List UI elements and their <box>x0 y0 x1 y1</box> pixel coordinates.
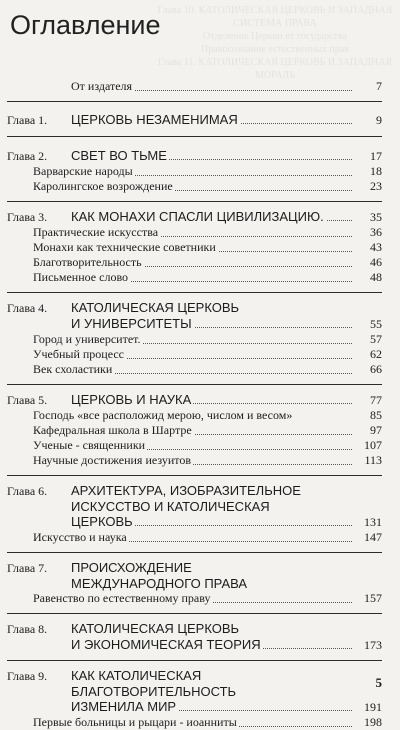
entry-page-number: 107 <box>364 438 382 452</box>
entry-title: ПРОИСХОЖДЕНИЕ <box>71 560 192 575</box>
entry-title: И ЭКОНОМИЧЕСКАЯ ТЕОРИЯ <box>71 637 261 652</box>
entry-title: МЕЖДУНАРОДНОГО ПРАВА <box>71 576 248 591</box>
toc-subentry[interactable] <box>7 347 382 362</box>
entry-title: Практические искусства <box>33 225 159 239</box>
toc-section <box>7 614 382 660</box>
entry-title: БЛАГОТВОРИТЕЛЬНОСТЬ <box>71 684 237 699</box>
toc-entry[interactable] <box>7 637 382 653</box>
toc-subentry[interactable] <box>7 270 382 285</box>
toc-section <box>7 137 382 201</box>
entry-page-number: 36 <box>370 225 382 239</box>
toc-section <box>7 202 382 292</box>
entry-page-number: 55 <box>370 317 382 331</box>
toc-section <box>7 385 382 475</box>
entry-title: Город и университет. <box>33 332 141 346</box>
toc-subentry[interactable] <box>7 225 382 240</box>
toc-chapter-entry[interactable] <box>7 112 382 128</box>
entry-page-number: 48 <box>370 270 382 284</box>
entry-title: Искусство и наука <box>33 530 127 544</box>
entry-title: Век схоластики <box>33 362 113 376</box>
table-of-contents <box>7 79 382 730</box>
toc-entry[interactable] <box>7 79 382 94</box>
entry-page-number: 113 <box>364 453 382 467</box>
entry-page-number: 147 <box>364 530 382 544</box>
toc-chapter-entry[interactable] <box>7 209 382 225</box>
toc-entry[interactable] <box>7 514 382 530</box>
bleed-through-text: Глава 10. КАТОЛИЧЕСКАЯ ЦЕРКОВЬ И ЗАПАДНАЯ СИСТЕМА ПРАВА Отделение Церкви от государства Правосознание естественных прав Глава 11. КАТОЛИЧЕСКАЯ ЦЕРКОВЬ И ЗАПАДНАЯ МОРАЛЬ <box>157 5 393 81</box>
entry-title: Первые больницы и рыцари - иоанниты <box>33 715 237 729</box>
toc-entry[interactable] <box>7 316 382 332</box>
entry-page-number: 18 <box>370 164 382 178</box>
toc-chapter-entry[interactable] <box>7 560 382 576</box>
chapter-label: Глава 1. <box>7 113 48 127</box>
toc-subentry[interactable] <box>7 423 382 438</box>
toc-subentry[interactable] <box>7 438 382 453</box>
toc-entry[interactable] <box>7 499 382 514</box>
entry-title: От издателя <box>71 79 133 93</box>
toc-subentry[interactable] <box>7 240 382 255</box>
entry-title: Варварские народы <box>33 164 133 178</box>
entry-title: ЦЕРКОВЬ НЕЗАМЕНИМАЯ <box>71 112 238 127</box>
entry-page-number: 191 <box>364 700 382 714</box>
entry-page-number: 77 <box>370 393 382 407</box>
entry-page-number: 85 <box>370 408 382 422</box>
toc-subentry[interactable] <box>7 591 382 606</box>
entry-page-number: 57 <box>370 332 382 346</box>
chapter-label: Глава 4. <box>7 301 48 315</box>
entry-title: Монахи как технические советники <box>33 240 216 254</box>
entry-title: ЦЕРКОВЬ <box>71 514 133 529</box>
entry-title: И УНИВЕРСИТЕТЫ <box>71 316 192 331</box>
entry-page-number: 17 <box>370 149 382 163</box>
chapter-label: Глава 6. <box>7 484 48 498</box>
toc-section <box>7 661 382 730</box>
entry-page-number: 97 <box>370 423 382 437</box>
entry-page-number: 157 <box>364 591 382 605</box>
toc-section <box>7 293 382 384</box>
entry-title: Господь «все расположид мерою, числом и весом» <box>33 408 293 422</box>
entry-page-number: 46 <box>370 255 382 269</box>
toc-subentry[interactable] <box>7 332 382 347</box>
entry-page-number: 173 <box>364 638 382 652</box>
entry-title: ЦЕРКОВЬ И НАУКА <box>71 392 192 407</box>
toc-chapter-entry[interactable] <box>7 148 382 164</box>
toc-subentry[interactable] <box>7 530 382 545</box>
entry-title: Равенство по естественному праву <box>33 591 211 605</box>
toc-subentry[interactable] <box>7 408 382 423</box>
toc-section <box>7 79 382 101</box>
chapter-label: Глава 5. <box>7 393 48 407</box>
entry-title: Кафедральная школа в Шартре <box>33 423 192 437</box>
toc-chapter-entry[interactable] <box>7 668 382 684</box>
page-number: 5 <box>375 675 382 690</box>
toc-subentry[interactable] <box>7 453 382 468</box>
entry-title: Каролингское возрождение <box>33 179 173 193</box>
entry-page-number: 131 <box>364 515 382 529</box>
toc-subentry[interactable] <box>7 179 382 194</box>
toc-chapter-entry[interactable] <box>7 392 382 408</box>
entry-page-number: 9 <box>376 113 382 127</box>
chapter-label: Глава 2. <box>7 149 48 163</box>
entry-page-number: 62 <box>370 347 382 361</box>
entry-title: СВЕТ ВО ТЬМЕ <box>71 148 167 163</box>
entry-page-number: 66 <box>370 362 382 376</box>
entry-page-number: 7 <box>376 79 382 93</box>
toc-section <box>7 553 382 613</box>
toc-section <box>7 102 382 136</box>
chapter-label: Глава 8. <box>7 622 48 636</box>
toc-chapter-entry[interactable] <box>7 621 382 637</box>
entry-title: КАК МОНАХИ СПАСЛИ ЦИВИЛИЗАЦИЮ. <box>71 209 324 224</box>
entry-page-number: 198 <box>364 715 382 729</box>
entry-title: КАТОЛИЧЕСКАЯ ЦЕРКОВЬ <box>71 300 240 315</box>
chapter-label: Глава 7. <box>7 561 48 575</box>
chapter-label: Глава 9. <box>7 669 48 683</box>
toc-section <box>7 476 382 552</box>
toc-entry[interactable] <box>7 576 382 591</box>
chapter-label: Глава 3. <box>7 210 48 224</box>
entry-title: Научные достижения иезуитов <box>33 453 192 467</box>
entry-title: АРХИТЕКТУРА, ИЗОБРАЗИТЕЛЬНОЕ <box>71 483 301 498</box>
entry-title: Ученые - священники <box>33 438 146 452</box>
toc-subentry[interactable] <box>7 715 382 730</box>
entry-title: ИЗМЕНИЛА МИР <box>71 699 177 714</box>
page-title: Оглавление <box>10 10 161 40</box>
toc-chapter-entry[interactable] <box>7 300 382 316</box>
toc-entry[interactable] <box>7 699 382 715</box>
entry-title: Письменное слово <box>33 270 129 284</box>
toc-chapter-entry[interactable] <box>7 483 382 499</box>
entry-title: КАК КАТОЛИЧЕСКАЯ <box>71 668 202 683</box>
entry-title: ИСКУССТВО И КАТОЛИЧЕСКАЯ <box>71 499 270 514</box>
entry-page-number: 43 <box>370 240 382 254</box>
toc-entry[interactable] <box>7 684 382 699</box>
entry-page-number: 35 <box>370 210 382 224</box>
toc-subentry[interactable] <box>7 362 382 377</box>
toc-subentry[interactable] <box>7 255 382 270</box>
entry-title: Учебный процесс <box>33 347 124 361</box>
entry-title: КАТОЛИЧЕСКАЯ ЦЕРКОВЬ <box>71 621 240 636</box>
entry-page-number: 23 <box>370 179 382 193</box>
entry-title: Благотворительность <box>33 255 142 269</box>
toc-subentry[interactable] <box>7 164 382 179</box>
